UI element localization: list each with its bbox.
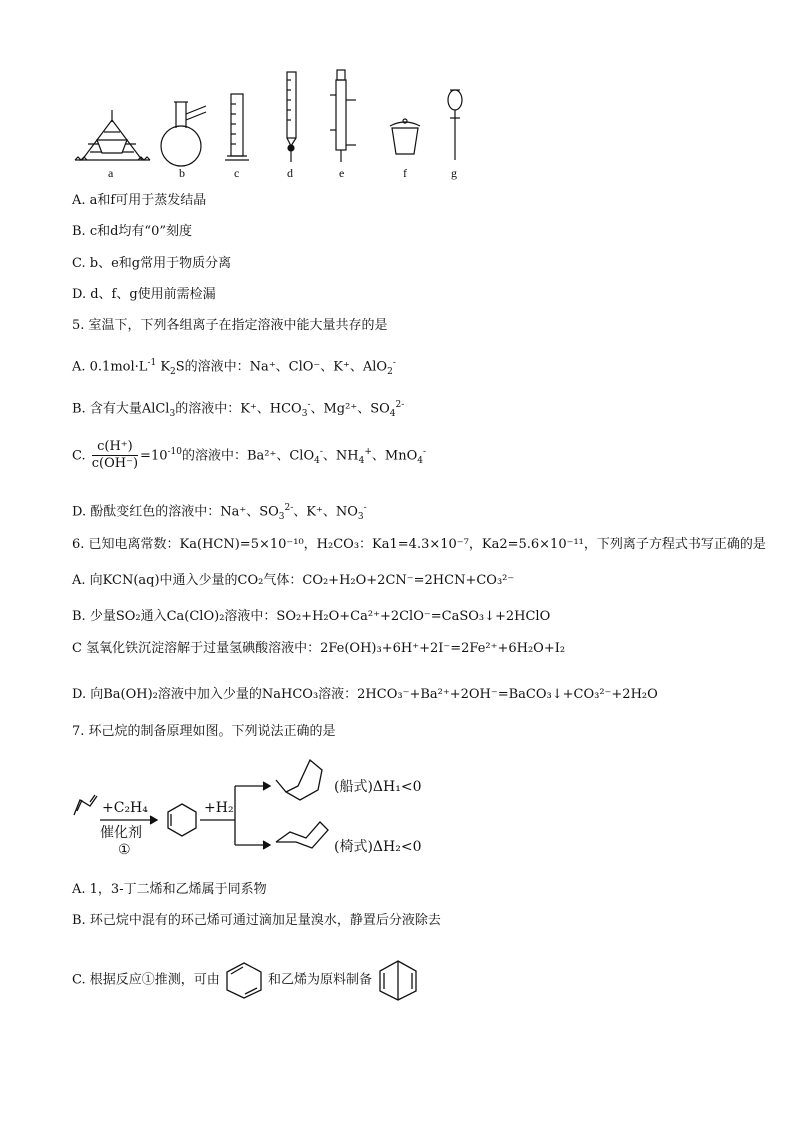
step-marker: ① [118,842,131,858]
apparatus-a-clay-triangle [75,110,150,160]
boat-cyclohexane [276,760,322,800]
q7-stem: 7. 环己烷的制备原理如图。下列说法正确的是 [72,724,336,739]
q5-option-a: A. $0.1mol\cdot L^{-1}$ $K_2S$的溶液中：Na⁺、ClO⁻、K⁺、AlO$_2$- [72,358,396,377]
reagent-catalyst: 催化剂 [100,825,142,841]
q7-option-a: A. 1，3-丁二烯和乙烯属于同系物 [72,882,267,897]
q7-option-c: C. 根据反应①推测，可由 和乙烯为原料制备 [72,958,420,1002]
label-f: f [403,166,407,180]
q4-option-d: D. d、f、g使用前需检漏 [72,287,216,302]
cyclohexene-structure [168,804,196,836]
reagent-ethene: +C₂H₄ [102,800,148,816]
q4-option-a: A. a和f可用于蒸发结晶 [72,193,207,208]
apparatus-f-crucible [390,119,420,154]
apparatus-c-graduated-cylinder [225,94,249,160]
q4-option-b: B. c和d均有“0”刻度 [72,224,192,239]
butadiene-structure [74,795,97,815]
cyclohexadiene-structure [224,961,264,999]
q5-option-d: D. 酚酞变红色的溶液中：Na⁺、$SO_3^{2-}$、K⁺、$NO_3^-$ [72,503,367,522]
reagent-hydrogen: +H₂ [204,800,234,816]
q6-option-d: D. 向Ba(OH)₂溶液中加入少量的NaHCO₃溶液：2HCO₃⁻+Ba²⁺+2OH⁻=BaCO₃↓+CO₃²⁻+2H₂O [72,687,658,702]
apparatus-d-burette [287,72,296,162]
bicyclic-product-structure [376,958,420,1002]
ratio-fraction: $\frac{c(H^+)}{c(OH^-)}$ [91,439,139,472]
chair-cyclohexane [276,822,328,848]
label-b: b [179,166,185,180]
q6-option-c: C 氢氧化铁沉淀溶解于过量氢碘酸溶液中：2Fe(OH)₃+6H⁺+2I⁻=2Fe²⁺+6H₂O+I₂ [72,641,566,656]
q4-option-c: C. b、e和g常用于物质分离 [72,256,232,271]
label-a: a [108,166,114,180]
q6-stem: 6. 已知电离常数：Ka(HCN)=5×10⁻¹⁰，H₂CO₃：Ka1=4.3×10⁻⁷，Ka2=5.6×10⁻¹¹，下列离子方程式书写正确的是 [72,537,766,552]
q6-option-b: B. 少量SO₂通入Ca(ClO)₂溶液中：SO₂+H₂O+Ca²⁺+2ClO⁻=CaSO₃↓+2HClO [72,609,551,624]
chair-label: (椅式)ΔH₂<0 [334,839,422,855]
label-g: g [451,166,457,180]
q6-option-a: A. 向KCN(aq)中通入少量的CO₂气体：CO₂+H₂O+2CN⁻=2HCN+CO₃²⁻ [72,573,515,588]
q5-stem: 5. 室温下，下列各组离子在指定溶液中能大量共存的是 [72,318,388,333]
apparatus-g-separatory-funnel [448,90,462,160]
label-e: e [339,166,345,180]
apparatus-figure [0,0,794,180]
boat-label: (船式)ΔH₁<0 [334,779,422,795]
apparatus-e-condenser [330,70,356,162]
apparatus-b-distilling-flask [161,102,206,166]
q5-option-b: B. 含有大量AlCl$_3$的溶液中：K⁺、$HCO_3^-$、Mg²⁺、$SO_4^{2-}$ [72,400,405,419]
q7-option-b: B. 环己烷中混有的环己烯可通过滴加足量溴水，静置后分液除去 [72,913,441,928]
label-c: c [234,166,240,180]
q5-option-c: C. $\frac{c(H^+)}{c(OH^-)}$ $=10^{-10}$的溶液中：Ba²⁺、ClO$_4$-、$NH_4^+$、MnO$_4$- [72,439,427,472]
label-d: d [287,166,293,180]
